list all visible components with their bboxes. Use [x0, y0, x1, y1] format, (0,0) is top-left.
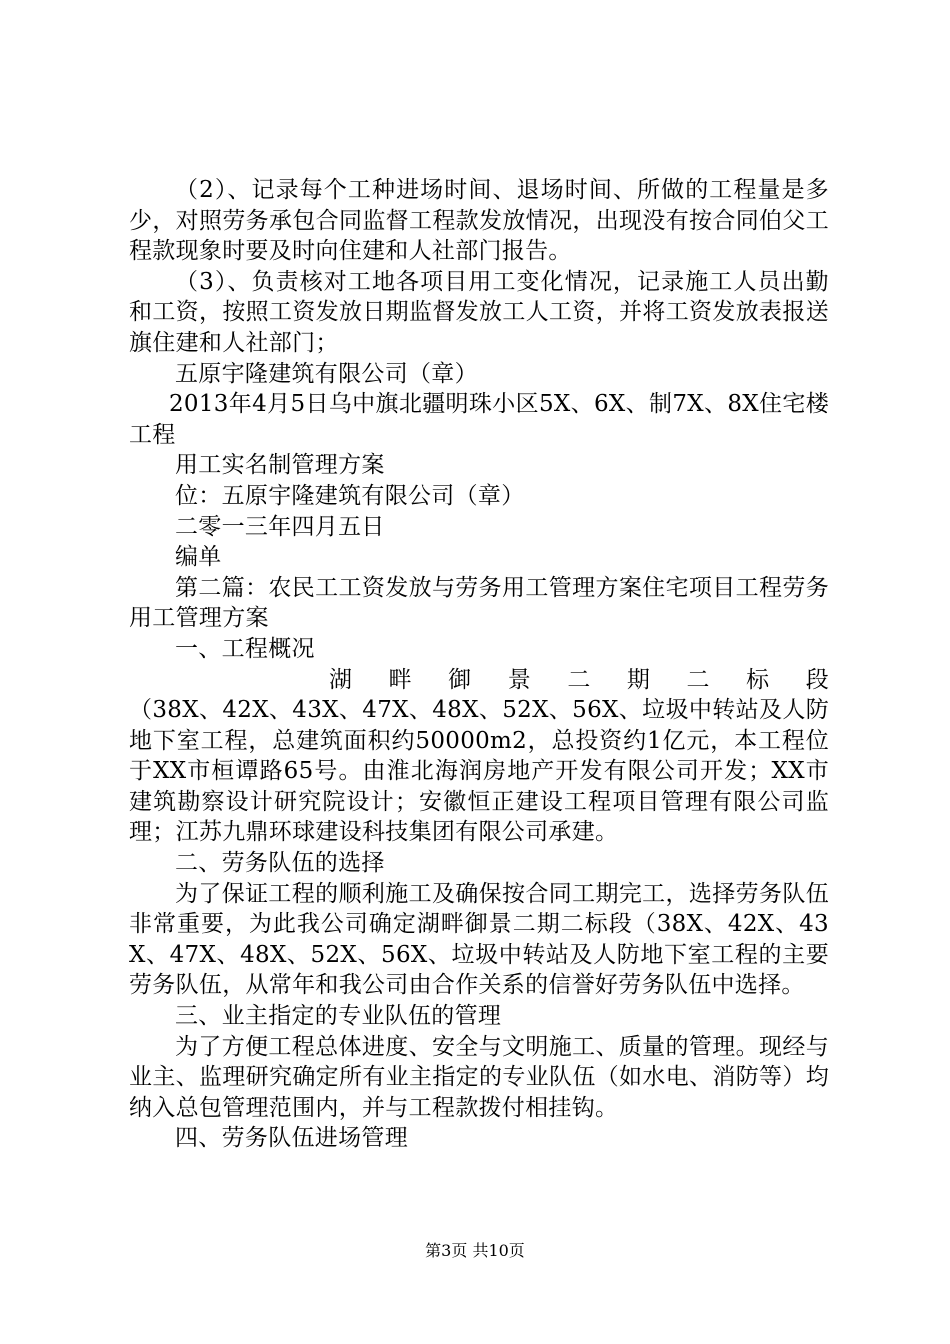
document-body — [129, 175, 829, 1154]
section-heading-team-entry: 四、劳务队伍进场管理 — [175, 1125, 408, 1152]
project-date-line: 2013年4月5日乌中旗北疆明珠小区5X、6X、制7X、8X住宅楼工程 — [129, 391, 829, 448]
chapter-two-title: 第二篇：农民工工资发放与劳务用工管理方案住宅项目工程劳务用工管理方案 — [129, 574, 829, 632]
project-overview-paragraph: （38X、42X、43X、47X、48X、52X、56X、垃圾中转站及人防地下室工程，总建筑面积约50000m2，总投资约1亿元，本工程位于XX市桓谭路65号。由淮北海润房地产开发有限公司开发；XX市建筑勘察设计研究院设计；安徽恒正建设工程项目管理有限公司监理；江苏九鼎环球建设科技集团有限公司承建。 — [129, 697, 829, 846]
designated-teams-paragraph: 为了方便工程总体进度、安全与文明施工、质量的管理。现经与业主、监理研究确定所有业主指定的专业队伍（如水电、消防等）均纳入总包管理范围内，并与工程款拨付相挂钩。 — [129, 1033, 829, 1121]
team-selection-paragraph: 为了保证工程的顺利施工及确保按合同工期完工，选择劳务队伍非常重要，为此我公司确定湖畔御景二期二标段（38X、42X、43X、47X、48X、52X、56X、垃圾中转站及人防地下室工程的主要劳务队伍，从常年和我公司由合作关系的信誉好劳务队伍中选择。 — [129, 880, 829, 999]
paragraph-item-2: （2）、记录每个工种进场时间、退场时间、所做的工程量是多少，对照劳务承包合同监督工程款发放情况，出现没有按合同伯父工程款现象时要及时向住建和人社部门报告。 — [129, 177, 829, 265]
page-number-footer: 第3页 共10页 — [425, 1241, 525, 1260]
compiler-line: 编单 — [175, 544, 222, 571]
project-name-line: 湖畔御景二期二标段 — [329, 666, 829, 693]
section-heading-team-selection: 二、劳务队伍的选择 — [175, 850, 385, 877]
company-seal-line: 五原宇隆建筑有限公司（章） — [175, 360, 478, 387]
date-line: 二零一三年四月五日 — [175, 513, 385, 540]
section-heading-overview: 一、工程概况 — [175, 635, 315, 662]
section-heading-designated-teams: 三、业主指定的专业队伍的管理 — [175, 1003, 502, 1030]
unit-line: 位：五原宇隆建筑有限公司（章） — [175, 482, 525, 509]
paragraph-item-3: （3）、负责核对工地各项目用工变化情况，记录施工人员出勤和工资，按照工资发放日期监督发放工人工资，并将工资发放表报送旗住建和人社部门； — [129, 268, 829, 356]
plan-title-line: 用工实名制管理方案 — [175, 452, 385, 479]
